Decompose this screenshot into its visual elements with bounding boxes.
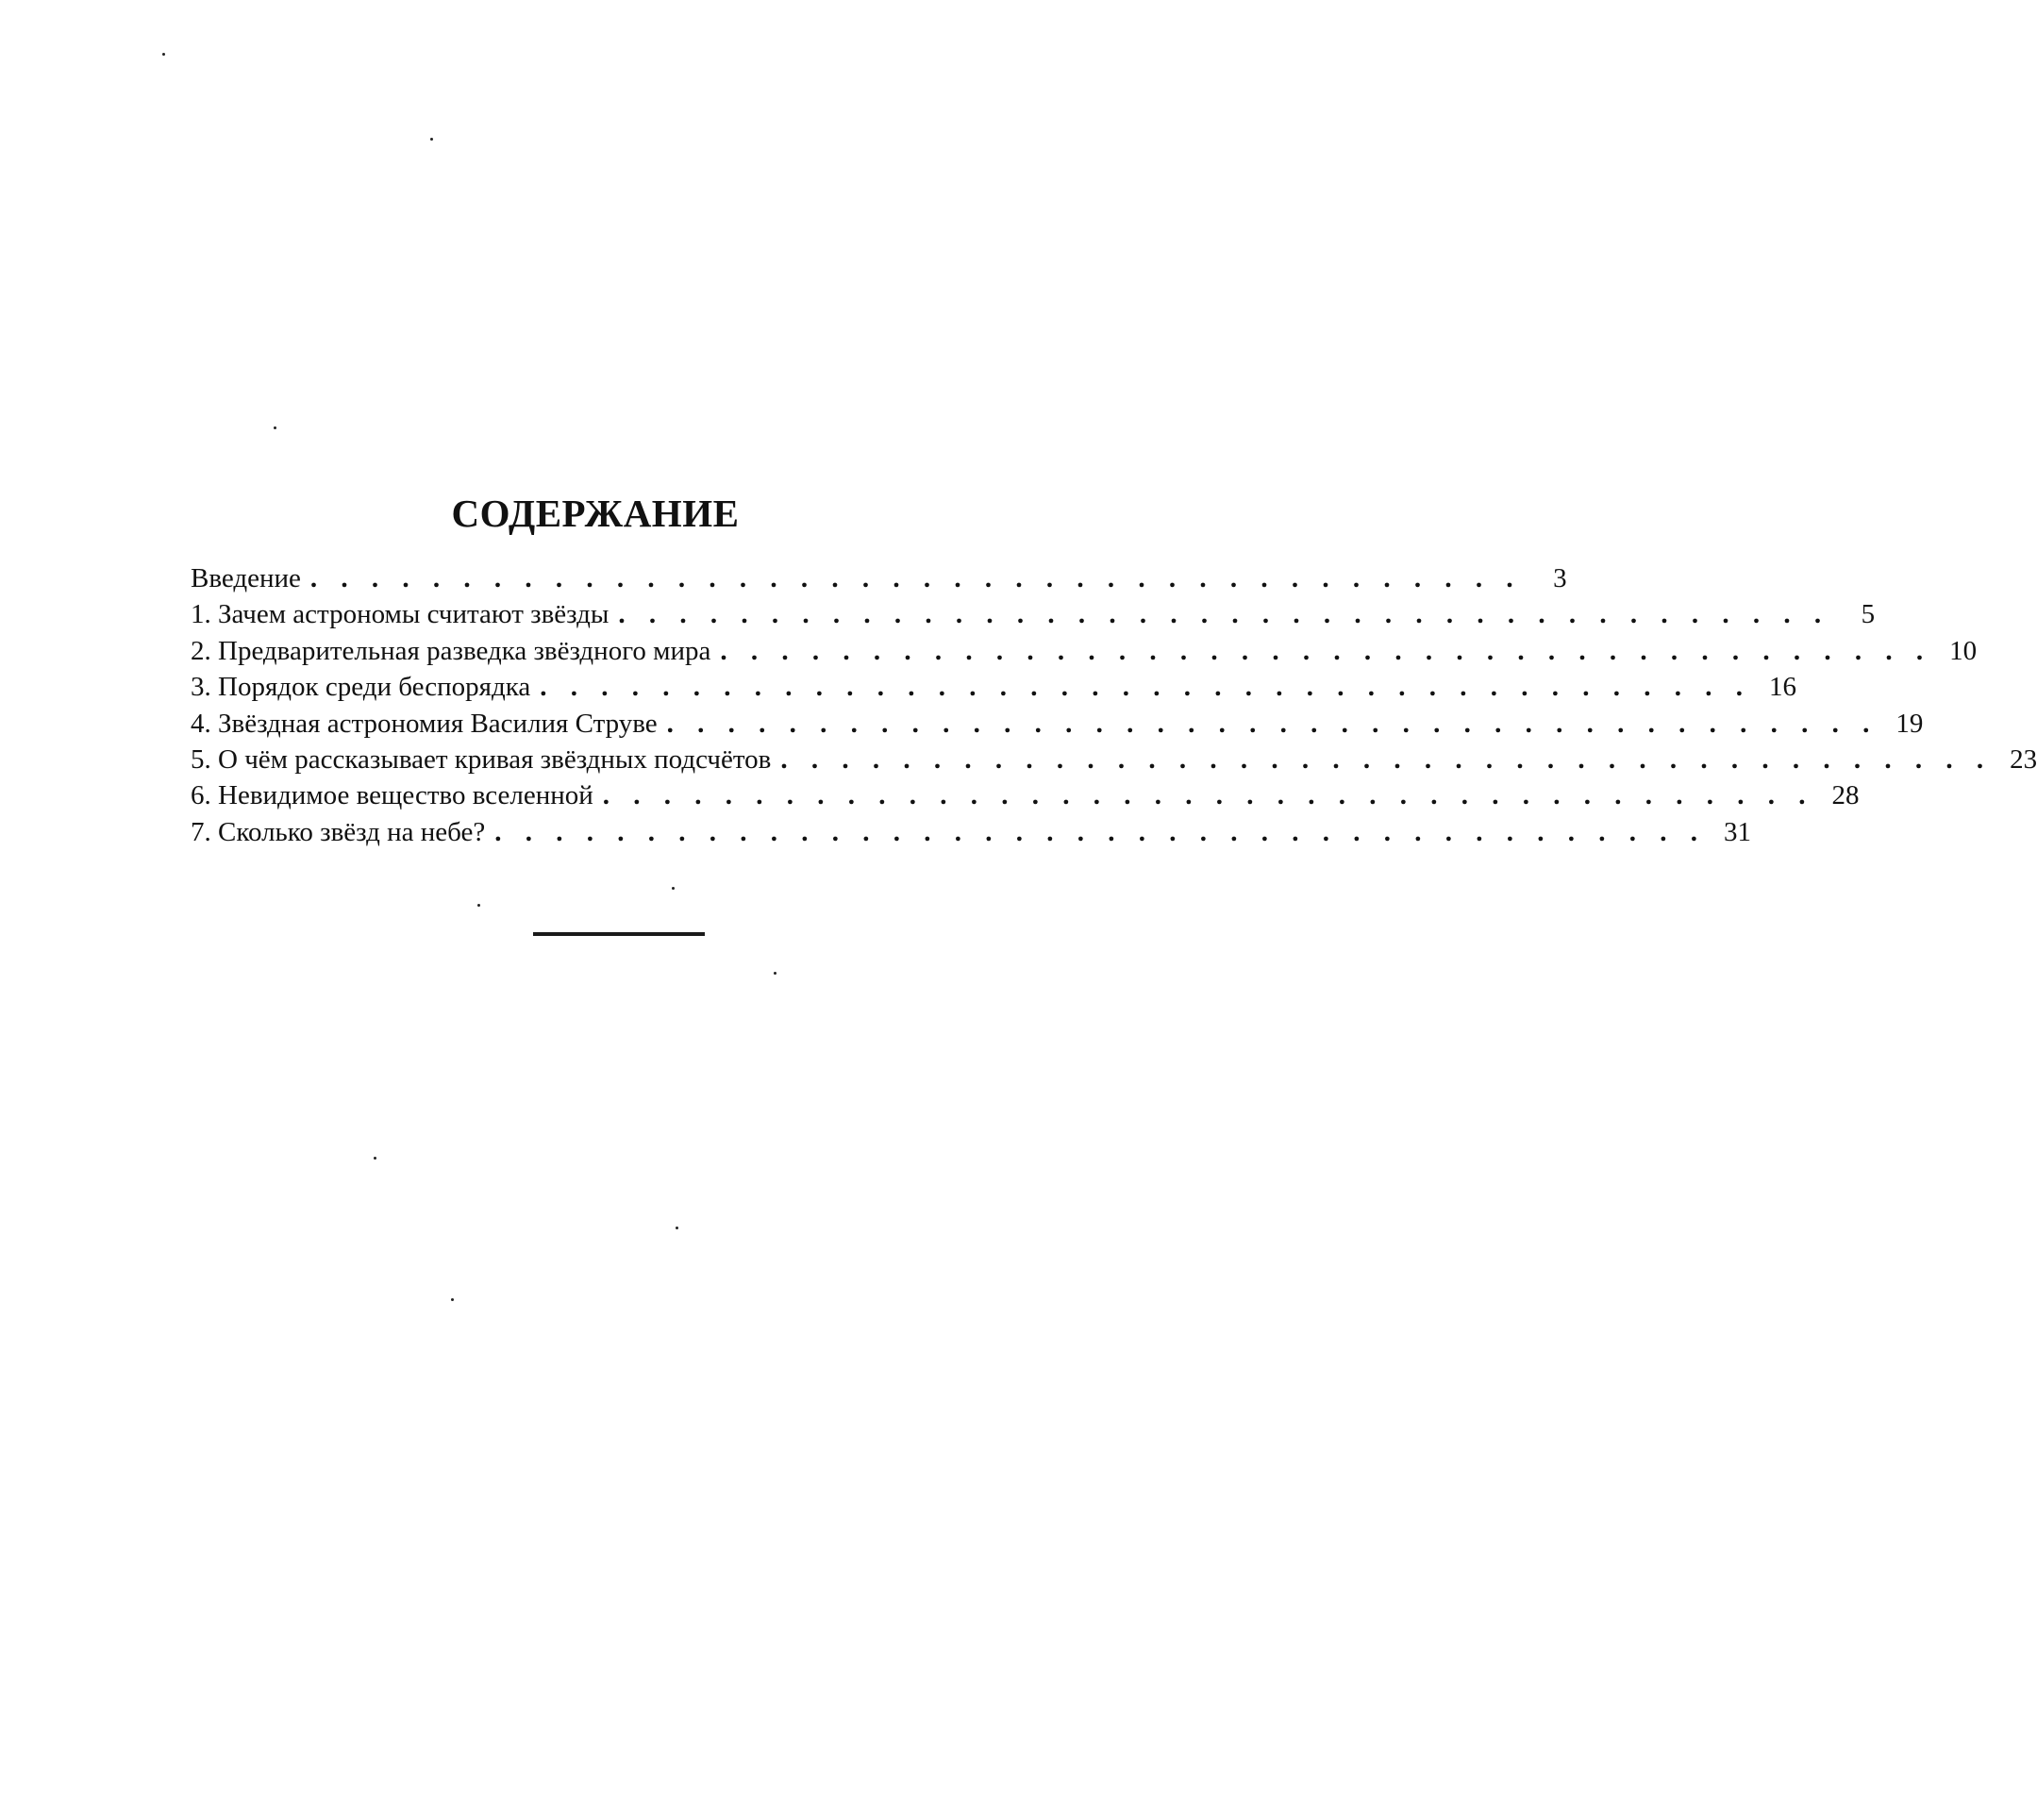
toc-entry-title: 6. Невидимое вещество вселенной xyxy=(191,780,593,811)
print-speck xyxy=(274,426,276,429)
toc-entry-page: 5 xyxy=(1861,599,1876,630)
toc-entry-title: 5. О чём рассказывает кривая звёздных подсчётов xyxy=(191,743,772,775)
toc-entry-title: 1. Зачем астрономы считают звёзды xyxy=(191,599,609,630)
dot-leader: . . . . . . . . . . . . . . . . . . . . . . . . . . . . . . . . . . . . . . . . xyxy=(666,708,1878,739)
toc-entry-title: 2. Предварительная разведка звёздного мира xyxy=(191,635,711,666)
dot-leader: . . . . . . . . . . . . . . . . . . . . . . . . . . . . . . . . . . . . . . . . xyxy=(780,743,1993,775)
toc-entry-title: 4. Звёздная астрономия Василия Струве xyxy=(191,708,658,739)
dot-leader: . . . . . . . . . . . . . . . . . . . . . . . . . . . . . . . . . . . . . . . . xyxy=(602,780,1814,811)
toc-entry xyxy=(191,560,1567,596)
print-speck xyxy=(430,138,433,141)
dot-leader: . . . . . . . . . . . . . . . . . . . . . . . . . . . . . . . . . . . . . . . . xyxy=(720,635,1932,666)
dot-leader: . . . . . . . . . . . . . . . . . . . . . . . . . . . . . . . . . . . . . . . . xyxy=(309,563,1522,593)
toc-entry xyxy=(191,706,1924,742)
toc-entry xyxy=(191,633,1978,669)
toc-entry-title: 7. Сколько звёзд на небе? xyxy=(191,816,486,847)
toc-entry-page: 19 xyxy=(1895,708,1924,739)
end-rule xyxy=(533,932,705,936)
toc-entry-page: 16 xyxy=(1768,672,1796,703)
toc-entry xyxy=(191,596,1876,632)
print-speck xyxy=(774,972,776,975)
toc-entry xyxy=(191,777,1860,813)
print-speck xyxy=(672,887,675,890)
toc-entry-title: 3. Порядок среди беспорядка xyxy=(191,672,531,703)
toc-entry xyxy=(191,742,2037,777)
print-speck xyxy=(374,1157,376,1160)
toc-entry xyxy=(191,669,1796,705)
dot-leader: . . . . . . . . . . . . . . . . . . . . . . . . . . . . . . . . . . . . . . . . xyxy=(540,672,1751,703)
toc-entry xyxy=(191,814,1751,850)
table-of-contents xyxy=(191,560,2037,850)
toc-entry-page: 31 xyxy=(1724,816,1751,847)
toc-entry-title: Введение xyxy=(191,563,301,593)
print-speck xyxy=(477,904,480,907)
toc-entry-page: 3 xyxy=(1553,563,1567,593)
page-title: СОДЕРЖАНИЕ xyxy=(451,492,740,535)
print-speck xyxy=(676,1227,678,1229)
print-speck xyxy=(162,53,165,56)
toc-entry-page: 28 xyxy=(1831,780,1860,811)
dot-leader: . . . . . . . . . . . . . . . . . . . . . . . . . . . . . . . . . . . . . . . . xyxy=(494,816,1706,847)
dot-leader: . . . . . . . . . . . . . . . . . . . . . . . . . . . . . . . . . . . . . . . . xyxy=(618,599,1830,630)
toc-entry-page: 23 xyxy=(2010,743,2037,775)
toc-entry-page: 10 xyxy=(1949,635,1978,666)
print-speck xyxy=(451,1298,454,1301)
